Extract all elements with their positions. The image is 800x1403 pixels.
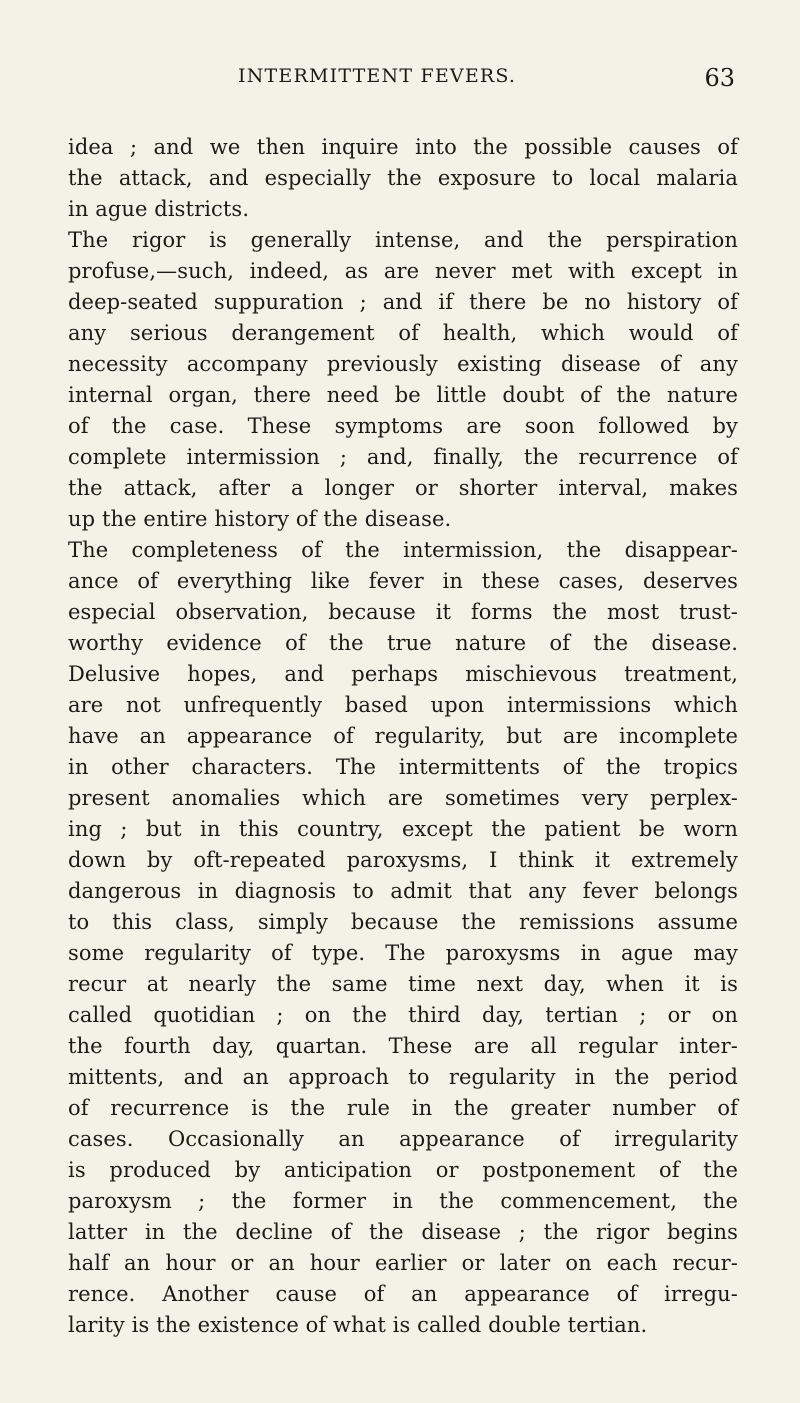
text-line: dangerous in diagnosis to admit that any fever belongs (68, 879, 738, 903)
paragraph (68, 535, 738, 1341)
text-line: are not unfrequently based upon intermissions which (68, 693, 738, 717)
text-line: idea ; and we then inquire into the possible causes of (68, 135, 738, 159)
text-line: rence. Another cause of an appearance of irregu- (68, 1282, 738, 1306)
text-line: the attack, after a longer or shorter interval, makes (68, 476, 738, 500)
text-line: any serious derangement of health, which would of (68, 321, 738, 345)
text-line: complete intermission ; and, finally, the recurrence of (68, 445, 738, 469)
text-line: profuse,—such, indeed, as are never met with except in (68, 259, 738, 283)
page-number: 63 (704, 64, 735, 92)
text-line: mittents, and an approach to regularity in the period (68, 1065, 738, 1089)
text-line: in ague districts. (68, 197, 250, 221)
text-line: paroxysm ; the former in the commencement, the (68, 1189, 738, 1213)
text-line: especial observation, because it forms the most trust- (68, 600, 738, 624)
text-line: worthy evidence of the true nature of the disease. (68, 631, 738, 655)
text-line: up the entire history of the disease. (68, 507, 452, 531)
text-line: to this class, simply because the remissions assume (68, 910, 738, 934)
text-line: called quotidian ; on the third day, tertian ; or on (68, 1003, 738, 1027)
text-line: the fourth day, quartan. These are all regular inter- (68, 1034, 738, 1058)
running-head (0, 58, 800, 98)
text-line: of the case. These symptoms are soon followed by (68, 414, 738, 438)
text-line: latter in the decline of the disease ; the rigor begins (68, 1220, 738, 1244)
text-line: internal organ, there need be little doubt of the nature (68, 383, 738, 407)
text-line: larity is the existence of what is called double tertian. (68, 1313, 648, 1337)
text-line: recur at nearly the same time next day, when it is (68, 972, 738, 996)
paragraph (68, 225, 738, 535)
text-line: Delusive hopes, and perhaps mischievous treatment, (68, 662, 738, 686)
text-line: ance of everything like fever in these cases, deserves (68, 569, 738, 593)
paragraph (68, 132, 738, 225)
text-line: necessity accompany previously existing disease of any (68, 352, 738, 376)
running-title: INTERMITTENT FEVERS. (238, 65, 517, 87)
text-line: of recurrence is the rule in the greater number of (68, 1096, 738, 1120)
text-line: The rigor is generally intense, and the perspiration (68, 228, 738, 252)
text-line: ing ; but in this country, except the patient be worn (68, 817, 738, 841)
text-line: down by oft-repeated paroxysms, I think it extremely (68, 848, 738, 872)
body-text (68, 132, 738, 1341)
text-line: present anomalies which are sometimes very perplex- (68, 786, 738, 810)
text-line: cases. Occasionally an appearance of irregularity (68, 1127, 738, 1151)
text-line: The completeness of the intermission, the disappear- (68, 538, 738, 562)
text-line: in other characters. The intermittents of the tropics (68, 755, 738, 779)
text-line: is produced by anticipation or postponement of the (68, 1158, 738, 1182)
text-line: half an hour or an hour earlier or later on each recur- (68, 1251, 738, 1275)
text-line: some regularity of type. The paroxysms in ague may (68, 941, 738, 965)
text-line: deep-seated suppuration ; and if there be no history of (68, 290, 738, 314)
text-line: the attack, and especially the exposure to local malaria (68, 166, 738, 190)
text-line: have an appearance of regularity, but are incomplete (68, 724, 738, 748)
